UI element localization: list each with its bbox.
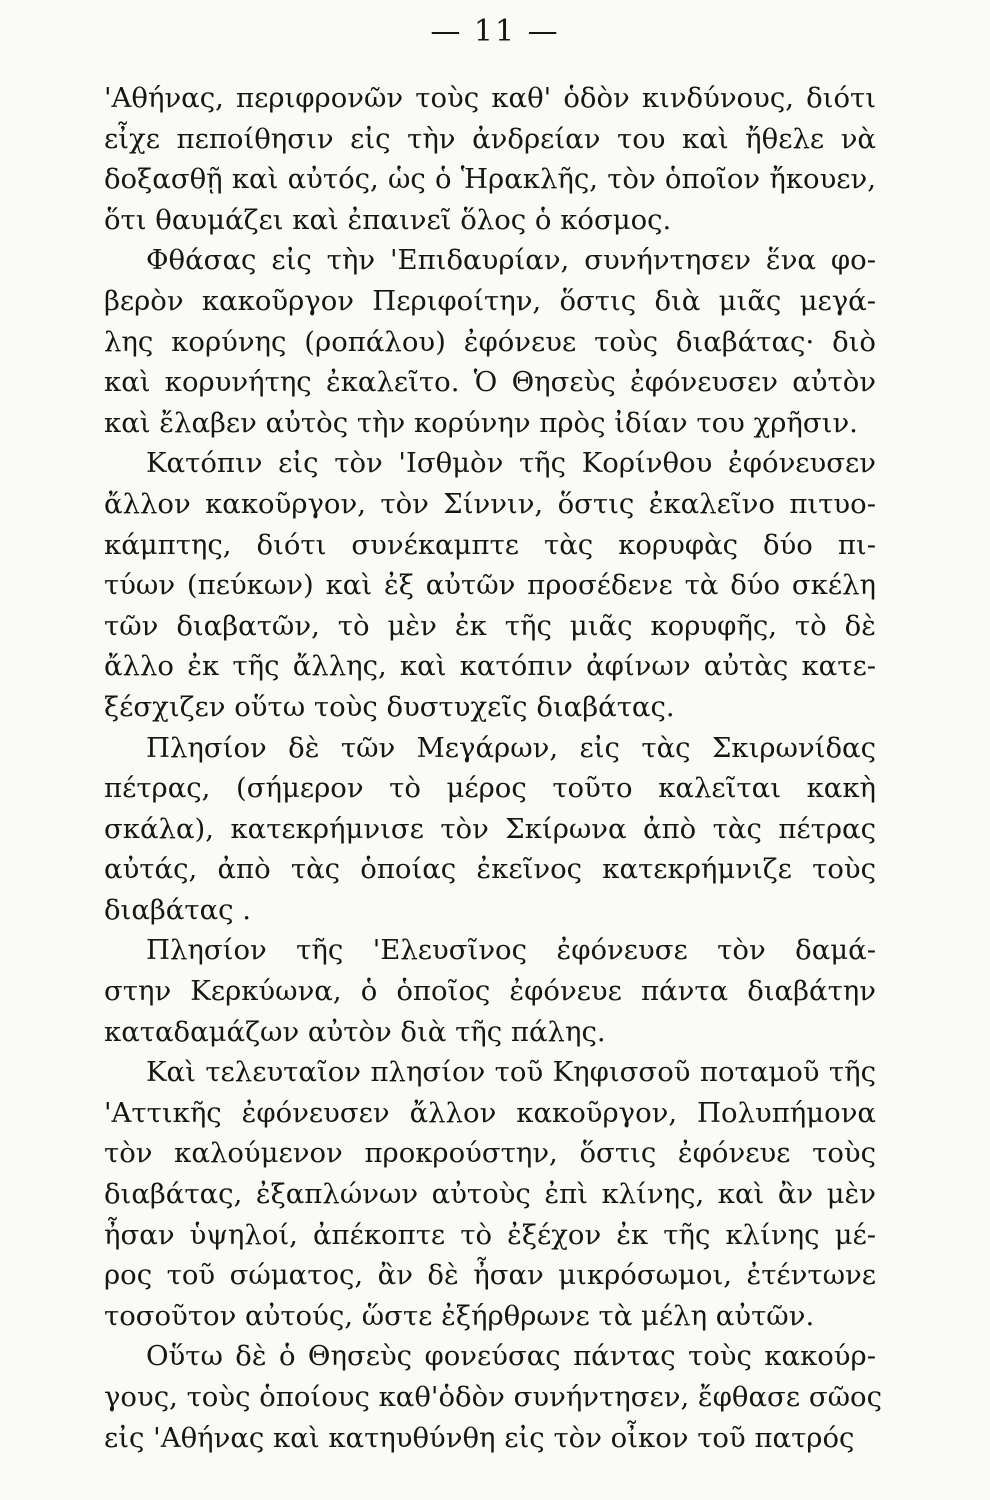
text-line: εἰς 'Αθήνας καὶ κατηυθύνθη εἰς τὸν οἶκον τοῦ πατρός [104,1421,855,1454]
text-line: τύων (πεύκων) καὶ ἐξ αὐτῶν προσέδενε τὰ δύο σκέλη [104,569,876,602]
text-line: ἦσαν ὑψηλοί, ἀπέκοπτε τὸ ἐξέχον ἐκ τῆς κλίνης μέ- [104,1218,876,1251]
text-line: τῶν διαβατῶν, τὸ μὲν ἐκ τῆς μιᾶς κορυφῆς, τὸ δὲ [104,609,876,642]
paragraph [104,443,876,727]
text-line: καὶ κορυνήτης ἐκαλεῖτο. Ὁ Θησεὺς ἐφόνευσεν αὐτὸν [104,366,876,399]
text-line: λης κορύνης (ροπάλου) ἐφόνευε τοὺς διαβάτας· διὸ [104,325,876,358]
text-line: Κατόπιν εἰς τὸν 'Ισθμὸν τῆς Κορίνθου ἐφόνευσεν [146,447,876,480]
text-line: διαβάτας . [104,893,252,926]
text-line: 'Αττικῆς ἐφόνευσεν ἄλλον κακοῦργον, Πολυπήμονα [104,1096,876,1129]
text-line: δοξασθῇ καὶ αὐτός, ὡς ὁ Ἡρακλῆς, τὸν ὁποῖον ἤκουεν, [104,163,876,196]
paragraph [104,240,876,443]
text-line: διαβάτας, ἐξαπλώνων αὐτοὺς ἐπὶ κλίνης, καὶ ἂν μὲν [104,1178,876,1211]
text-line: ρος τοῦ σώματος, ἂν δὲ ἦσαν μικρόσωμοι, ἐτέντωνε [104,1259,876,1292]
text-line: τὸν καλούμενον προκρούστην, ὅστις ἐφόνευε τοὺς [104,1137,876,1170]
text-line: ἄλλο ἐκ τῆς ἄλλης, καὶ κατόπιν ἀφίνων αὐτὰς κατε- [104,650,876,683]
text-line: Καὶ τελευταῖον πλησίον τοῦ Κηφισσοῦ ποταμοῦ τῆς [146,1056,876,1089]
text-line: ἄλλον κακοῦργον, τὸν Σίννιν, ὅστις ἐκαλεῖνο πιτυο- [104,487,876,520]
text-line: αὐτάς, ἀπὸ τὰς ὁποίας ἐκεῖνος κατεκρήμνιζε τοὺς [104,853,876,886]
text-line: στην Κερκύωνα, ὁ ὁποῖος ἐφόνευε πάντα διαβάτην [104,975,876,1008]
text-line: βερὸν κακοῦργον Περιφοίτην, ὅστις διὰ μιᾶς μεγά- [104,284,876,317]
paragraph [104,1336,882,1458]
text-line: καὶ ἔλαβεν αὐτὸς τὴν κορύνην πρὸς ἰδίαν του χρῆσιν. [104,406,858,439]
paragraph [104,1052,876,1336]
text-line: Οὕτω δὲ ὁ Θησεὺς φονεύσας πάντας τοὺς κακούρ- [146,1340,876,1373]
text-line: Φθάσας εἰς τὴν 'Επιδαυρίαν, συνήντησεν ἕνα φο- [146,244,876,277]
text-line: Πλησίον δὲ τῶν Μεγάρων, εἰς τὰς Σκιρωνίδας [146,731,876,764]
body-text [104,78,882,1458]
text-line: Πλησίον τῆς 'Ελευσῖνος ἐφόνευσε τὸν δαμά- [146,934,876,967]
paragraph [104,930,876,1052]
paragraph [104,78,876,240]
text-line: τοσοῦτον αὐτούς, ὥστε ἐξήρθρωνε τὰ μέλη αὐτῶν. [104,1299,815,1332]
page-number: — 11 — [430,14,560,49]
text-line: σκάλα), κατεκρήμνισε τὸν Σκίρωνα ἀπὸ τὰς πέτρας [104,812,876,845]
text-line: ξέσχιζεν οὕτω τοὺς δυστυχεῖς διαβάτας. [104,690,675,723]
paragraph [104,728,876,931]
text-line: κάμπτης, διότι συνέκαμπτε τὰς κορυφὰς δύο πι- [104,528,876,561]
text-line: καταδαμάζων αὐτὸν διὰ τῆς πάλης. [104,1015,606,1048]
text-line: γους, τοὺς ὁποίους καθ'ὁδὸν συνήντησεν, ἔφθασε σῶος [104,1381,882,1413]
text-line: ὅτι θαυμάζει καὶ ἐπαινεῖ ὅλος ὁ κόσμος. [104,203,672,236]
text-line: πέτρας, (σήμερον τὸ μέρος τοῦτο καλεῖται κακὴ [104,772,876,805]
text-line: 'Αθήνας, περιφρονῶν τοὺς καθ' ὁδὸν κινδύνους, διότι [104,82,876,114]
text-line: εἶχε πεποίθησιν εἰς τὴν ἀνδρείαν του καὶ ἤθελε νὰ [104,122,876,155]
